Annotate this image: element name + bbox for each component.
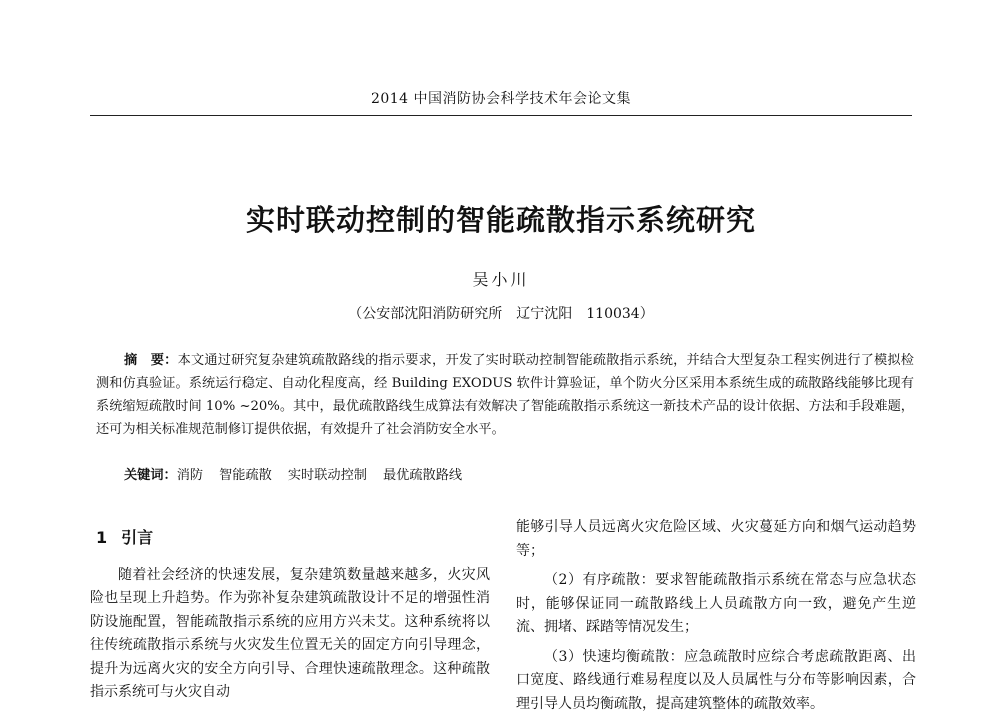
running-header: 2014 中国消防协会科学技术年会论文集 — [370, 91, 632, 107]
keywords-label: 关键词： — [124, 468, 177, 483]
author-affiliation: （公安部沈阳消防研究所 辽宁沈阳 110034） — [348, 306, 654, 322]
keywords — [124, 464, 914, 487]
abstract-text: 本文通过研究复杂建筑疏散路线的指示要求，开发了实时联动控制智能疏散指示系统，并结合大型复杂工程实例进行了模拟检测和仿真验证。系统运行稳定、自动化程度高，经 Building EXODUS 软件计算验证，单个防火分区采用本系统生成的疏散路线能够比现有系统缩短疏散时间 10% ~20%。其中，最优疏散路线生成算法有效解决了智能疏散指示系统这一新技术产品的设计依据、方法和手段难题，还可为相关标准规范制修订提供依据，有效提升了社会消防安全水平。 — [96, 353, 914, 437]
author-name: 吴小川 — [472, 270, 530, 289]
abstract-label: 摘 要： — [124, 353, 178, 368]
keyword: 实时联动控制 — [287, 468, 367, 483]
body-paragraph-continuation: 能够引导人员远离火灾危险区域、火灾蔓延方向和烟气运动趋势等； — [516, 519, 916, 559]
section-heading — [96, 526, 490, 550]
section-title: 引言 — [121, 528, 154, 547]
keyword: 最优疏散路线 — [383, 468, 463, 483]
section-number: 1 — [96, 528, 108, 547]
list-item-balanced-evacuation: （3）快速均衡疏散：应急疏散时应综合考虑疏散距离、出口宽度、路线通行难易程度以及人员属性与分布等影响因素，合理引导人员均衡疏散，提高建筑整体的疏散效率。 — [516, 648, 916, 712]
abstract — [96, 349, 914, 441]
left-column — [90, 520, 490, 711]
keyword: 智能疏散 — [219, 468, 272, 483]
keyword: 消防 — [176, 468, 204, 483]
body-paragraph: 随着社会经济的快速发展，复杂建筑数量越来越多，火灾风险也呈现上升趋势。作为弥补复杂建筑疏散设计不足的增强性消防设施配置，智能疏散指示系统的应用方兴未艾。这种系统将以往传统疏散指示系统与火灾发生位置无关的固定方向引导理念，提升为远离火灾的安全方向引导、合理快速疏散理念。这种疏散指示系统可与火灾自动 — [90, 566, 490, 700]
header-rule — [90, 115, 912, 116]
right-column — [516, 516, 916, 722]
paper-title: 实时联动控制的智能疏散指示系统研究 — [245, 203, 756, 237]
list-item-orderly-evacuation: （2）有序疏散：要求智能疏散指示系统在常态与应急状态时，能够保证同一疏散路线上人员疏散方向一致，避免产生逆流、拥堵、踩踏等情况发生； — [516, 572, 916, 635]
